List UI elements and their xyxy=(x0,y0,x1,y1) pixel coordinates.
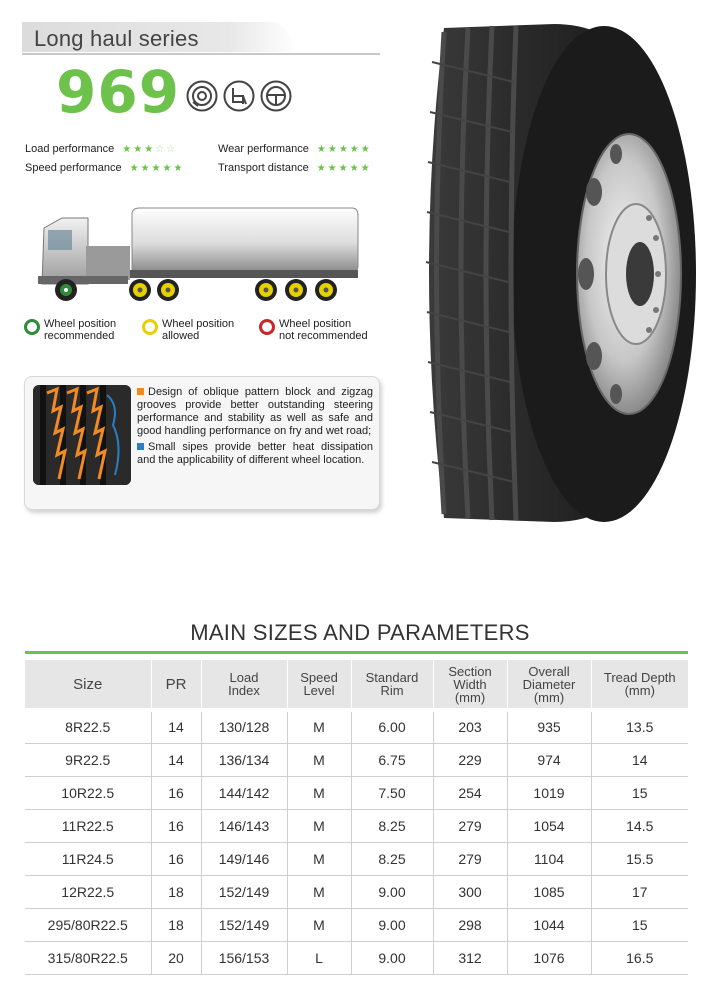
feature-icons xyxy=(186,80,292,112)
cell-size: 9R22.5 xyxy=(25,743,151,776)
header-size: Size xyxy=(25,660,151,710)
cell-size: 295/80R22.5 xyxy=(25,908,151,941)
table-row xyxy=(25,842,688,875)
green-ring-icon xyxy=(24,319,40,335)
cell-size: 11R24.5 xyxy=(25,842,151,875)
cell-section-width: 254 xyxy=(433,776,507,809)
speed-rating-stars: ★★★★★ xyxy=(129,163,185,174)
header-overall-diameter: Overall Diameter (mm) xyxy=(507,660,591,710)
table-row xyxy=(25,710,688,743)
cell-section-width: 298 xyxy=(433,908,507,941)
orange-bullet-icon xyxy=(137,388,144,395)
cell-speed-level: M xyxy=(287,842,351,875)
cell-pr: 18 xyxy=(151,908,201,941)
yellow-ring-icon xyxy=(142,319,158,335)
cell-pr: 16 xyxy=(151,776,201,809)
cell-overall-diameter: 1076 xyxy=(507,941,591,974)
legend-allowed: Wheel position allowed xyxy=(142,318,234,342)
cell-pr: 14 xyxy=(151,710,201,743)
cell-section-width: 279 xyxy=(433,809,507,842)
cell-overall-diameter: 974 xyxy=(507,743,591,776)
cell-pr: 20 xyxy=(151,941,201,974)
cell-overall-diameter: 1085 xyxy=(507,875,591,908)
cell-section-width: 312 xyxy=(433,941,507,974)
section-title: MAIN SIZES AND PARAMETERS xyxy=(190,620,530,645)
transport-rating-stars: ★★★★★ xyxy=(316,163,372,174)
table-row xyxy=(25,809,688,842)
cell-speed-level: M xyxy=(287,710,351,743)
cell-standard-rim: 9.00 xyxy=(351,941,433,974)
wear-rating-stars: ★★★★★ xyxy=(316,144,372,155)
cell-section-width: 279 xyxy=(433,842,507,875)
cell-standard-rim: 6.75 xyxy=(351,743,433,776)
cell-speed-level: M xyxy=(287,743,351,776)
table-row xyxy=(25,743,688,776)
load-rating-stars: ★★★☆☆ xyxy=(122,144,178,155)
header-load-index: Load Index xyxy=(201,660,287,710)
cell-overall-diameter: 1054 xyxy=(507,809,591,842)
cell-standard-rim: 8.25 xyxy=(351,809,433,842)
legend-not-recommended: Wheel position not recommended xyxy=(259,318,368,342)
cell-tread-depth: 16.5 xyxy=(591,941,688,974)
cell-section-width: 203 xyxy=(433,710,507,743)
table-header-row xyxy=(25,660,688,710)
cell-load-index: 130/128 xyxy=(201,710,287,743)
cell-speed-level: M xyxy=(287,908,351,941)
header-speed-level: Speed Level xyxy=(287,660,351,710)
table-body xyxy=(25,710,688,974)
cell-speed-level: L xyxy=(287,941,351,974)
cell-tread-depth: 14 xyxy=(591,743,688,776)
header-tread-depth: Tread Depth (mm) xyxy=(591,660,688,710)
header-section-width: Section Width (mm) xyxy=(433,660,507,710)
load-performance: Load performance ★★★☆☆ xyxy=(25,143,178,155)
cell-load-index: 152/149 xyxy=(201,908,287,941)
cell-tread-depth: 15 xyxy=(591,776,688,809)
driver-seat-icon xyxy=(223,80,255,112)
cell-overall-diameter: 935 xyxy=(507,710,591,743)
cell-tread-depth: 17 xyxy=(591,875,688,908)
header-standard-rim: Standard Rim xyxy=(351,660,433,710)
speed-performance: Speed performance ★★★★★ xyxy=(25,162,185,174)
cell-overall-diameter: 1044 xyxy=(507,908,591,941)
model-number: 969 xyxy=(56,58,181,126)
header-pr: PR xyxy=(151,660,201,710)
table-row xyxy=(25,776,688,809)
cell-size: 10R22.5 xyxy=(25,776,151,809)
cell-overall-diameter: 1019 xyxy=(507,776,591,809)
cell-load-index: 136/134 xyxy=(201,743,287,776)
red-ring-icon xyxy=(259,319,275,335)
cell-load-index: 144/142 xyxy=(201,776,287,809)
design-features-box xyxy=(24,376,380,510)
cell-speed-level: M xyxy=(287,776,351,809)
section-rule xyxy=(25,651,688,654)
cell-standard-rim: 6.00 xyxy=(351,710,433,743)
cell-tread-depth: 15.5 xyxy=(591,842,688,875)
cell-size: 11R22.5 xyxy=(25,809,151,842)
cell-load-index: 156/153 xyxy=(201,941,287,974)
legend-recommended: Wheel position recommended xyxy=(24,318,116,342)
design-point-2: Small sipes provide better heat dissipation and the applicability of different wheel location. xyxy=(137,441,373,466)
series-title: Long haul series xyxy=(34,26,199,51)
cell-pr: 14 xyxy=(151,743,201,776)
design-description xyxy=(137,386,373,470)
cell-size: 315/80R22.5 xyxy=(25,941,151,974)
cell-pr: 16 xyxy=(151,809,201,842)
cell-tread-depth: 14.5 xyxy=(591,809,688,842)
cell-standard-rim: 9.00 xyxy=(351,875,433,908)
cell-section-width: 300 xyxy=(433,875,507,908)
cell-section-width: 229 xyxy=(433,743,507,776)
cell-speed-level: M xyxy=(287,809,351,842)
steering-wheel-icon xyxy=(260,80,292,112)
table-row xyxy=(25,941,688,974)
table-row xyxy=(25,875,688,908)
cell-size: 8R22.5 xyxy=(25,710,151,743)
parameters-table xyxy=(25,660,688,975)
truck-wheel-diagram xyxy=(36,206,366,306)
cell-pr: 18 xyxy=(151,875,201,908)
cell-standard-rim: 9.00 xyxy=(351,908,433,941)
cell-load-index: 146/143 xyxy=(201,809,287,842)
cell-size: 12R22.5 xyxy=(25,875,151,908)
cell-speed-level: M xyxy=(287,875,351,908)
series-banner xyxy=(22,22,382,56)
transport-distance: Transport distance ★★★★★ xyxy=(218,162,372,174)
cell-overall-diameter: 1104 xyxy=(507,842,591,875)
tread-pattern-image xyxy=(33,385,131,485)
tyre-image xyxy=(404,22,704,524)
blue-bullet-icon xyxy=(137,443,144,450)
cell-load-index: 152/149 xyxy=(201,875,287,908)
table-row xyxy=(25,908,688,941)
cell-standard-rim: 8.25 xyxy=(351,842,433,875)
wear-performance: Wear performance ★★★★★ xyxy=(218,143,372,155)
cell-load-index: 149/146 xyxy=(201,842,287,875)
tyre-reel-icon xyxy=(186,80,218,112)
cell-pr: 16 xyxy=(151,842,201,875)
cell-standard-rim: 7.50 xyxy=(351,776,433,809)
design-point-1: Design of oblique pattern block and zigzag grooves provide better outstanding steering performance and stability as well as safe and good handling performance on fry and wet road; xyxy=(137,386,373,437)
cell-tread-depth: 13.5 xyxy=(591,710,688,743)
cell-tread-depth: 15 xyxy=(591,908,688,941)
